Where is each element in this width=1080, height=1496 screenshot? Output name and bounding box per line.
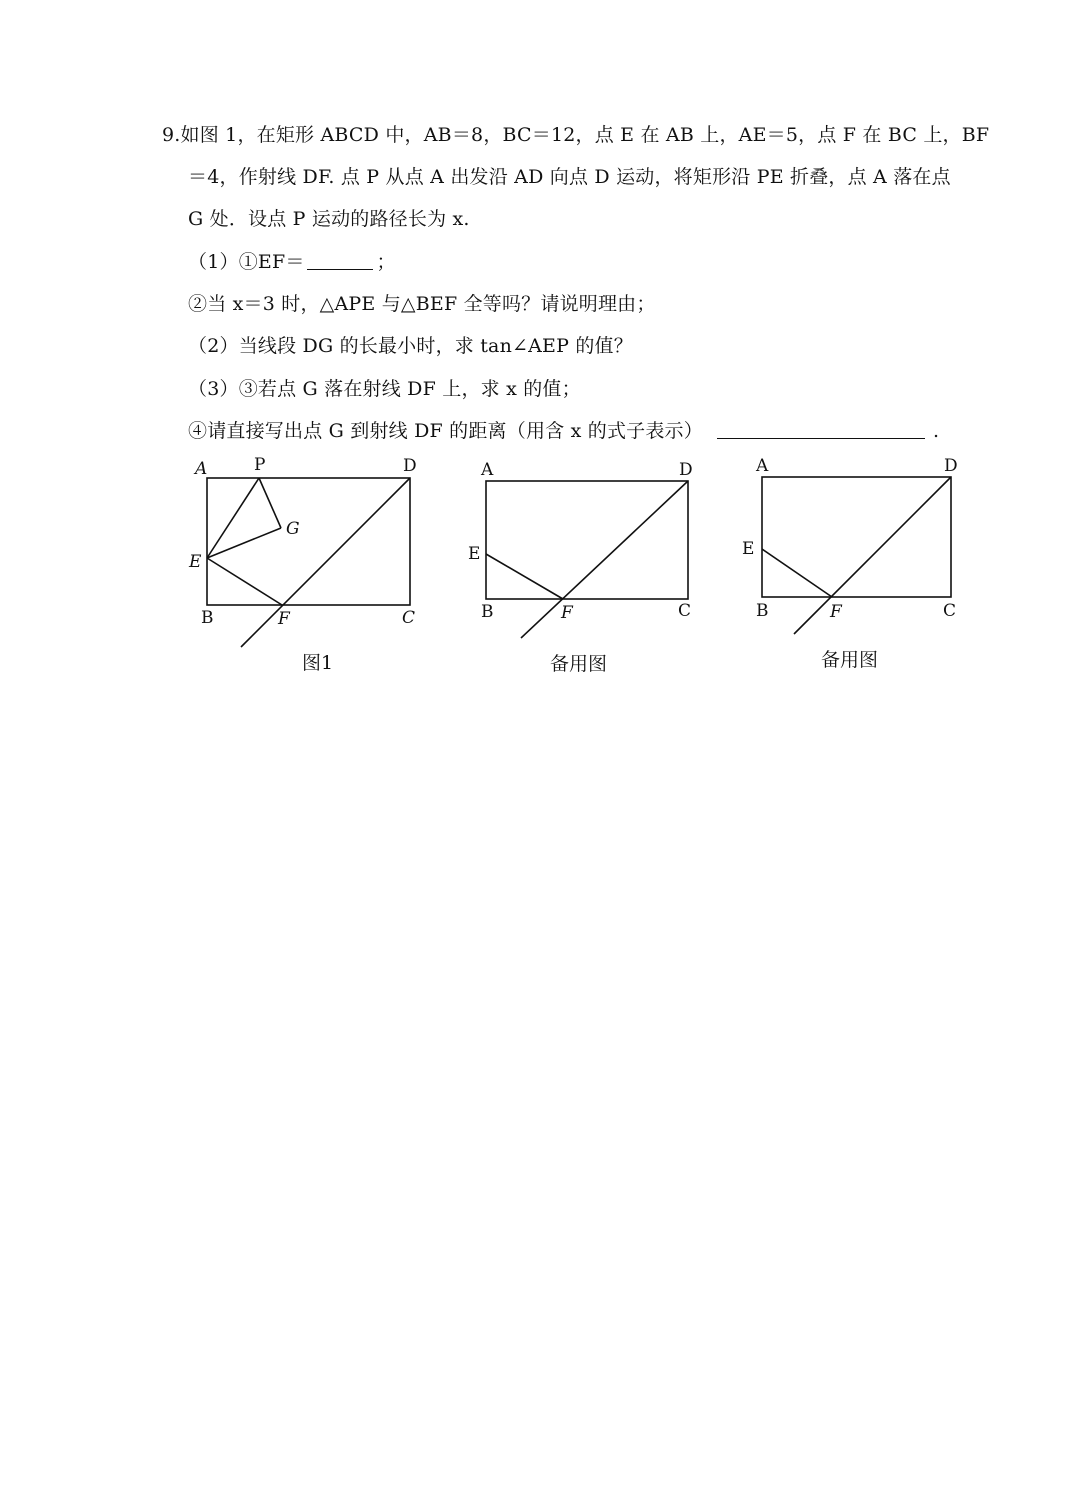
- question-3: （2）当线段 DG 的长最小时，求 tan∠AEP 的值？: [188, 335, 633, 357]
- fig3-label-b: B: [756, 601, 769, 621]
- answer-blank-distance[interactable]: [717, 420, 925, 439]
- fig1-label-g: G: [286, 519, 300, 539]
- question-5-text: ④请直接写出点 G 到射线 DF 的距离（用含 x 的式子表示）: [188, 420, 703, 442]
- fig2-label-a: A: [481, 460, 494, 480]
- fig2-ray-df: [521, 481, 688, 638]
- fig3-label-f: F: [830, 602, 842, 622]
- fig2-label-d: D: [679, 460, 693, 480]
- fig3-caption: 备用图: [821, 649, 879, 671]
- fig1-label-b: B: [201, 608, 214, 628]
- fig1-segment-ep: [207, 478, 259, 558]
- figure-1-labels: [188, 455, 417, 674]
- question-2: ②当 x＝3 时，△APE 与△BEF 全等吗？请说明理由；: [188, 293, 656, 315]
- fig1-ray-df: [241, 478, 410, 647]
- fig1-caption: 图1: [302, 652, 334, 674]
- fig1-segment-pg: [259, 478, 281, 528]
- fig1-rectangle: [207, 478, 410, 605]
- fig2-segment-ef: [486, 554, 563, 599]
- fig3-segment-ef: [762, 549, 832, 597]
- fig1-label-a: A: [195, 459, 208, 479]
- fig3-label-d: D: [944, 456, 958, 476]
- fig2-label-c: C: [678, 601, 692, 621]
- fig3-label-e: E: [742, 539, 755, 559]
- fig1-label-f: F: [278, 609, 290, 629]
- problem-line-1: 9.如图 1，在矩形 ABCD 中，AB＝8，BC＝12，点 E 在 AB 上，AE＝5，点 F 在 BC 上，BF: [162, 124, 990, 146]
- figure-1: [207, 478, 410, 647]
- fig3-label-c: C: [943, 601, 957, 621]
- figure-3: [762, 477, 951, 634]
- question-5-end: .: [932, 420, 940, 442]
- figure-3-labels: [742, 456, 958, 671]
- fig2-label-e: E: [468, 544, 481, 564]
- fig2-caption: 备用图: [550, 653, 608, 675]
- question-1-end: ；: [376, 251, 396, 273]
- fig1-label-d: D: [403, 456, 417, 476]
- fig3-ray-df: [794, 477, 951, 634]
- fig2-rectangle: [486, 481, 688, 599]
- fig2-label-b: B: [481, 602, 494, 622]
- question-1-text: （1）①EF＝: [188, 251, 305, 273]
- fig1-label-c: C: [402, 608, 416, 628]
- fig1-label-e: E: [189, 552, 202, 572]
- problem-line-3: G 处．设点 P 运动的路径长为 x.: [188, 208, 470, 230]
- fig3-label-a: A: [756, 456, 769, 476]
- figure-2: [486, 481, 688, 638]
- figure-2-labels: [468, 460, 693, 675]
- fig1-segment-ge: [207, 528, 281, 558]
- fig1-label-p: P: [254, 455, 266, 475]
- question-1: [188, 249, 396, 275]
- problem-line-2: ＝4，作射线 DF. 点 P 从点 A 出发沿 AD 向点 D 运动，将矩形沿 PE 折叠，点 A 落在点: [188, 166, 951, 188]
- question-4: （3）③若点 G 落在射线 DF 上，求 x 的值；: [188, 378, 581, 400]
- fig1-segment-ef: [207, 558, 282, 605]
- fig2-label-f: F: [561, 603, 573, 623]
- answer-blank-ef[interactable]: [307, 251, 373, 270]
- figures-area: [0, 440, 1080, 700]
- fig3-rectangle: [762, 477, 951, 597]
